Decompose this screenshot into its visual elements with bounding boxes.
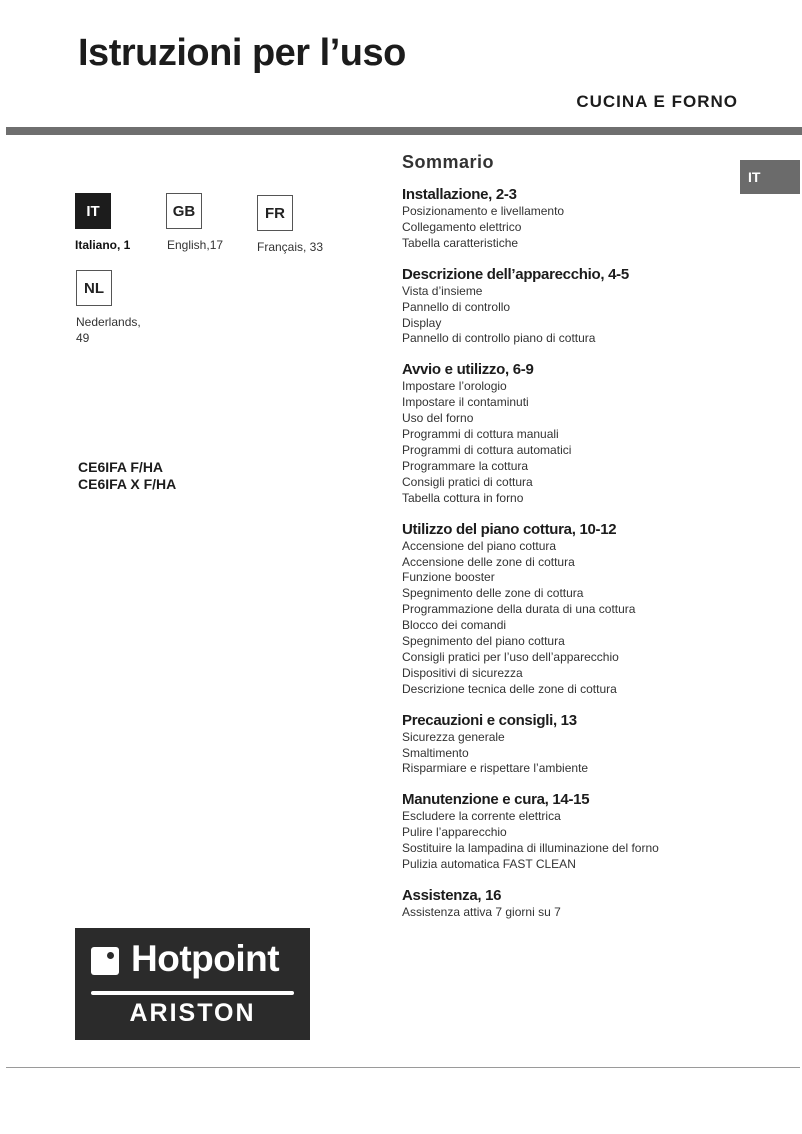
- lang-box-nl[interactable]: NL: [76, 270, 112, 306]
- section-item[interactable]: Descrizione tecnica delle zone di cottura: [402, 681, 617, 696]
- section-heading[interactable]: Manutenzione e cura, 14-15: [402, 791, 590, 809]
- section-item[interactable]: Programmi di cottura manuali: [402, 427, 559, 442]
- contents-section: [402, 185, 792, 252]
- footer-divider: [6, 1067, 800, 1068]
- section-item[interactable]: Smaltimento: [402, 745, 469, 760]
- section-item[interactable]: Escludere la corrente elettrica: [402, 809, 561, 824]
- section-item[interactable]: Programmazione della durata di una cottura: [402, 602, 636, 617]
- header-divider: [6, 127, 802, 135]
- contents-title: Sommario: [402, 152, 495, 172]
- section-item[interactable]: Vista d’insieme: [402, 283, 483, 298]
- section-item[interactable]: Accensione del piano cottura: [402, 538, 557, 553]
- section-heading[interactable]: Installazione, 2-3: [402, 186, 517, 203]
- section-heading[interactable]: Precauzioni e consigli, 13: [402, 711, 577, 729]
- model-code: CE6IFA F/HA: [78, 459, 164, 475]
- section-item[interactable]: Impostare il contaminuti: [402, 395, 529, 410]
- lang-label-fr[interactable]: Français, 33: [257, 240, 324, 254]
- section-item[interactable]: Collegamento elettrico: [402, 219, 522, 234]
- contents-section: [402, 711, 792, 778]
- lang-box-fr[interactable]: FR: [257, 195, 293, 231]
- section-item[interactable]: Consigli pratici per l’uso dell’apparecchio: [402, 649, 619, 664]
- section-item[interactable]: Funzione booster: [402, 570, 495, 585]
- section-item[interactable]: Dispositivi di sicurezza: [402, 665, 523, 680]
- model-codes: [78, 459, 176, 493]
- logo-wordmark-ariston: ARISTON: [129, 999, 256, 1027]
- section-heading[interactable]: Assistenza, 16: [402, 887, 502, 904]
- lang-label-nl-line1: Nederlands,: [76, 315, 141, 329]
- section-item[interactable]: Display: [402, 315, 442, 330]
- table-of-contents: [402, 152, 792, 934]
- section-heading[interactable]: Avvio e utilizzo, 6-9: [402, 361, 534, 379]
- logo-wordmark-hotpoint: Hotpoint: [131, 938, 280, 979]
- section-item[interactable]: Posizionamento e livellamento: [402, 204, 565, 218]
- section-item[interactable]: Sostituire la lampadina di illuminazione del forno: [402, 841, 659, 856]
- section-item[interactable]: Sicurezza generale: [402, 729, 505, 744]
- logo-mark-icon: [91, 947, 119, 975]
- section-heading[interactable]: Utilizzo del piano cottura, 10-12: [402, 520, 617, 538]
- section-item[interactable]: Programmi di cottura automatici: [402, 442, 572, 457]
- contents-section: [402, 886, 792, 921]
- page-subtitle: CUCINA E FORNO: [576, 92, 738, 111]
- lang-box-gb[interactable]: GB: [166, 193, 202, 229]
- lang-label-nl[interactable]: [76, 314, 141, 346]
- section-item[interactable]: Pulizia automatica FAST CLEAN: [402, 857, 576, 872]
- contents-section: [402, 790, 792, 873]
- section-item[interactable]: Spegnimento delle zone di cottura: [402, 586, 584, 601]
- contents-section: [402, 520, 792, 698]
- lang-box-it[interactable]: IT: [75, 193, 111, 229]
- language-side-tab[interactable]: IT: [740, 160, 800, 194]
- section-item[interactable]: Pannello di controllo piano di cottura: [402, 331, 596, 346]
- model-code: CE6IFA X F/HA: [78, 476, 177, 492]
- section-item[interactable]: Pulire l’apparecchio: [402, 825, 507, 840]
- section-item[interactable]: Impostare l’orologio: [402, 379, 507, 394]
- section-item[interactable]: Consigli pratici di cottura: [402, 474, 533, 489]
- section-item[interactable]: Blocco dei comandi: [402, 618, 507, 633]
- contents-section: [402, 265, 792, 348]
- section-item[interactable]: Tabella cottura in forno: [402, 490, 524, 505]
- section-item[interactable]: Spegnimento del piano cottura: [402, 634, 565, 649]
- page-title: Istruzioni per l’uso: [78, 32, 406, 74]
- lang-label-it[interactable]: Italiano, 1: [75, 238, 131, 252]
- section-item[interactable]: Accensione delle zone di cottura: [402, 554, 575, 569]
- contents-section: [402, 360, 792, 506]
- lang-label-nl-line2: 49: [76, 331, 90, 345]
- section-item[interactable]: Uso del forno: [402, 411, 474, 426]
- section-item[interactable]: Assistenza attiva 7 giorni su 7: [402, 905, 561, 919]
- hotpoint-ariston-logo: [75, 928, 310, 1040]
- section-heading[interactable]: Descrizione dell’apparecchio, 4-5: [402, 265, 629, 283]
- section-item[interactable]: Tabella caratteristiche: [402, 235, 519, 250]
- section-item[interactable]: Risparmiare e rispettare l’ambiente: [402, 761, 589, 776]
- section-item[interactable]: Programmare la cottura: [402, 458, 529, 473]
- lang-label-gb[interactable]: English,17: [167, 238, 224, 252]
- logo-divider: [91, 991, 294, 995]
- section-item[interactable]: Pannello di controllo: [402, 299, 511, 314]
